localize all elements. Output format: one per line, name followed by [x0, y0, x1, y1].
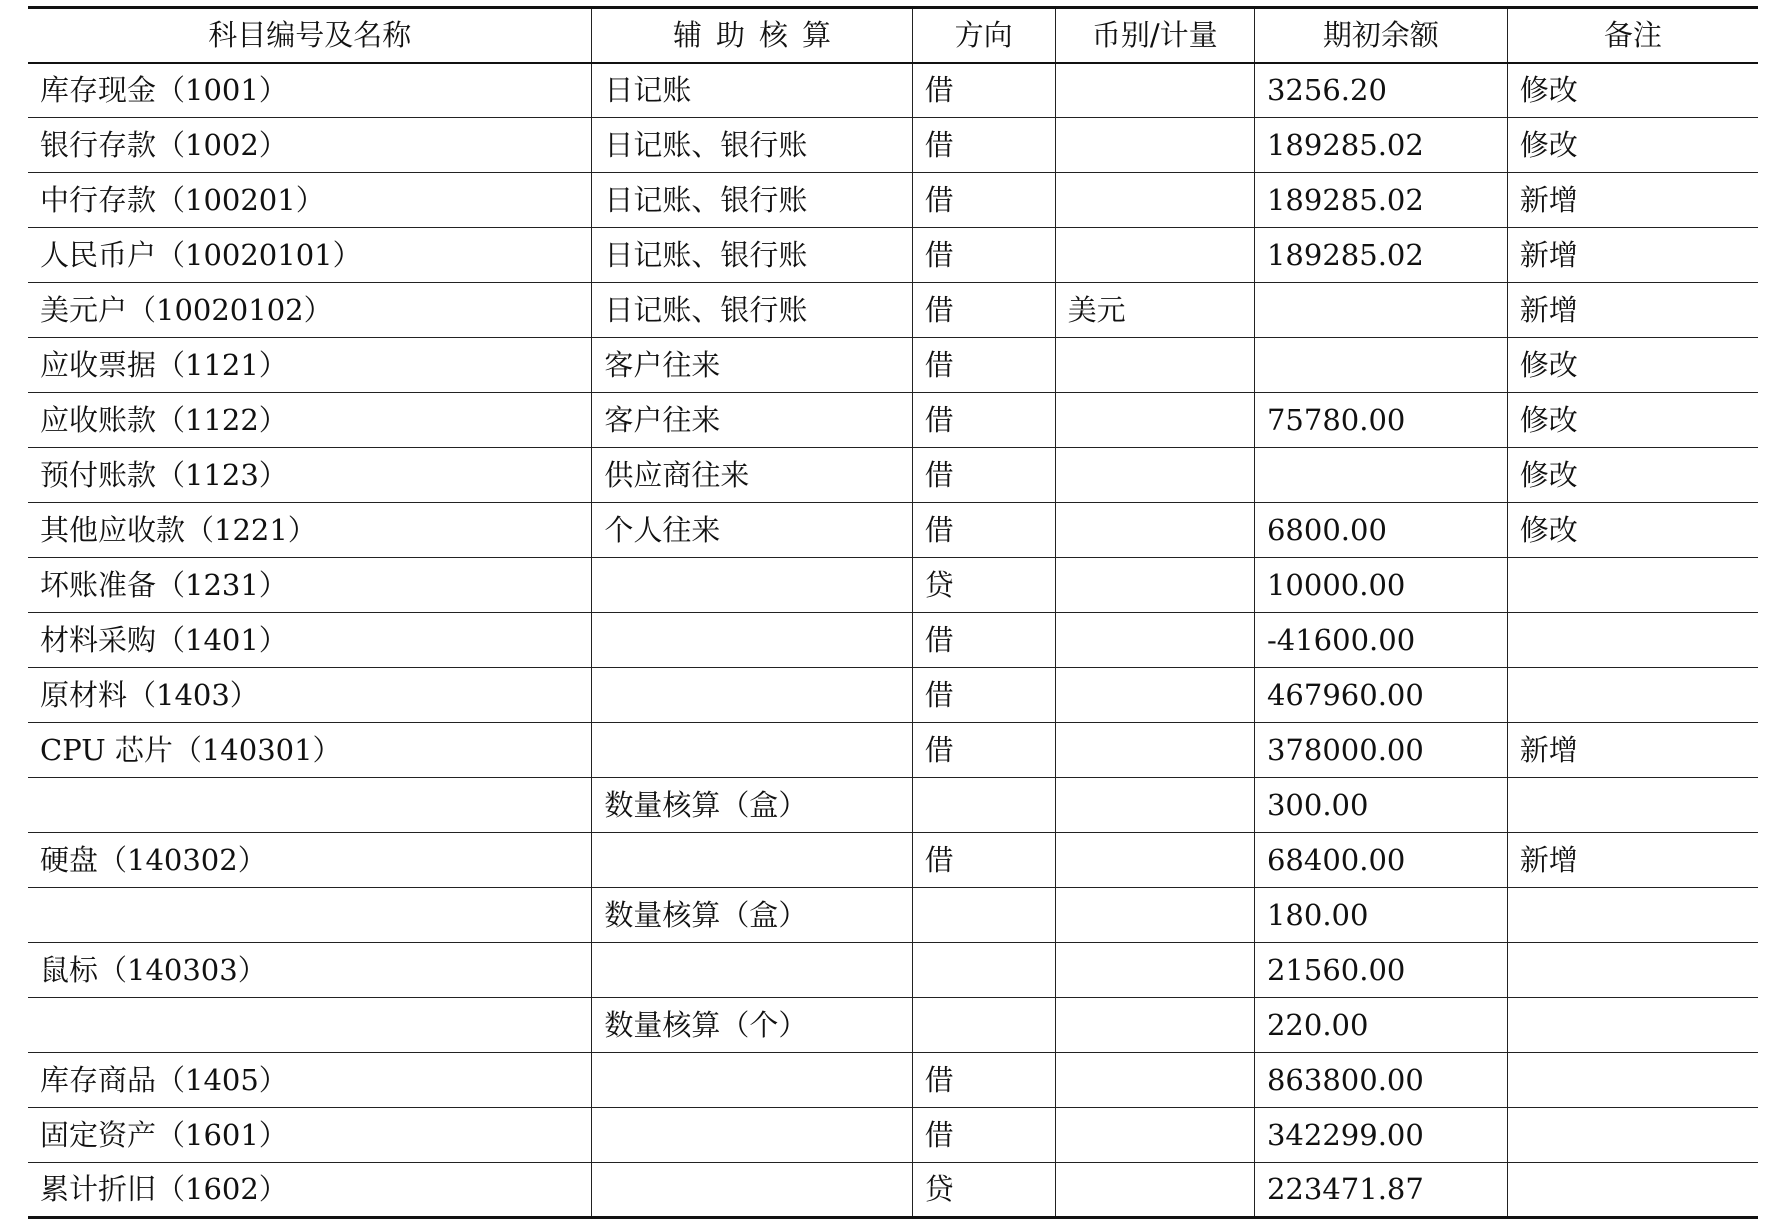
- cell-direction: 借: [912, 1108, 1055, 1163]
- table-row: [28, 943, 1758, 998]
- cell-auxiliary: 日记账、银行账: [592, 173, 912, 228]
- cell-account: 材料采购（1401）: [28, 613, 592, 668]
- cell-currency: [1055, 668, 1254, 723]
- cell-auxiliary: [592, 613, 912, 668]
- cell-direction: [912, 888, 1055, 943]
- cell-currency: [1055, 558, 1254, 613]
- cell-auxiliary: 日记账: [592, 63, 912, 118]
- cell-account: 美元户（10020102）: [28, 283, 592, 338]
- cell-account: 其他应收款（1221）: [28, 503, 592, 558]
- cell-direction: [912, 778, 1055, 833]
- cell-direction: 借: [912, 228, 1055, 283]
- cell-direction: 借: [912, 723, 1055, 778]
- cell-opening-balance: 10000.00: [1254, 558, 1507, 613]
- table-row: [28, 228, 1758, 283]
- cell-opening-balance: [1254, 448, 1507, 503]
- cell-account: 硬盘（140302）: [28, 833, 592, 888]
- account-balance-table: [28, 6, 1758, 1219]
- cell-remark: [1507, 998, 1758, 1053]
- table-row: [28, 448, 1758, 503]
- cell-auxiliary: [592, 943, 912, 998]
- cell-currency: [1055, 833, 1254, 888]
- table-row: [28, 778, 1758, 833]
- cell-opening-balance: 75780.00: [1254, 393, 1507, 448]
- cell-remark: 新增: [1507, 723, 1758, 778]
- cell-direction: 借: [912, 833, 1055, 888]
- cell-account: 应收账款（1122）: [28, 393, 592, 448]
- cell-auxiliary: [592, 668, 912, 723]
- cell-remark: 新增: [1507, 173, 1758, 228]
- cell-direction: [912, 943, 1055, 998]
- cell-account: [28, 888, 592, 943]
- cell-auxiliary: 个人往来: [592, 503, 912, 558]
- cell-remark: [1507, 943, 1758, 998]
- cell-auxiliary: [592, 1108, 912, 1163]
- table-row: [28, 118, 1758, 173]
- cell-opening-balance: 378000.00: [1254, 723, 1507, 778]
- cell-remark: [1507, 558, 1758, 613]
- table-row: [28, 998, 1758, 1053]
- cell-auxiliary: 数量核算（个）: [592, 998, 912, 1053]
- table-row: [28, 173, 1758, 228]
- cell-account: 累计折旧（1602）: [28, 1163, 592, 1218]
- table-row: [28, 613, 1758, 668]
- cell-account: [28, 998, 592, 1053]
- cell-currency: [1055, 338, 1254, 393]
- cell-account: 人民币户（10020101）: [28, 228, 592, 283]
- cell-auxiliary: 日记账、银行账: [592, 118, 912, 173]
- cell-account: 应收票据（1121）: [28, 338, 592, 393]
- table-row: [28, 503, 1758, 558]
- cell-opening-balance: 180.00: [1254, 888, 1507, 943]
- cell-direction: 借: [912, 63, 1055, 118]
- cell-direction: 借: [912, 1053, 1055, 1108]
- header-remark: 备注: [1507, 8, 1758, 63]
- cell-opening-balance: 21560.00: [1254, 943, 1507, 998]
- cell-opening-balance: 189285.02: [1254, 228, 1507, 283]
- cell-account: 中行存款（100201）: [28, 173, 592, 228]
- cell-remark: 新增: [1507, 833, 1758, 888]
- cell-remark: 修改: [1507, 503, 1758, 558]
- header-account: 科目编号及名称: [28, 8, 592, 63]
- cell-account: 库存现金（1001）: [28, 63, 592, 118]
- cell-direction: 借: [912, 613, 1055, 668]
- cell-remark: [1507, 1053, 1758, 1108]
- cell-opening-balance: 342299.00: [1254, 1108, 1507, 1163]
- cell-auxiliary: [592, 723, 912, 778]
- cell-opening-balance: 223471.87: [1254, 1163, 1507, 1218]
- cell-currency: [1055, 228, 1254, 283]
- cell-currency: [1055, 1108, 1254, 1163]
- cell-auxiliary: 数量核算（盒）: [592, 778, 912, 833]
- cell-remark: [1507, 1163, 1758, 1218]
- cell-remark: [1507, 778, 1758, 833]
- cell-opening-balance: 6800.00: [1254, 503, 1507, 558]
- table-body: [28, 63, 1758, 1218]
- cell-auxiliary: [592, 1053, 912, 1108]
- cell-remark: [1507, 888, 1758, 943]
- table-header: [28, 8, 1758, 63]
- cell-remark: 修改: [1507, 338, 1758, 393]
- cell-direction: [912, 998, 1055, 1053]
- cell-direction: 借: [912, 393, 1055, 448]
- cell-currency: [1055, 1053, 1254, 1108]
- cell-direction: 贷: [912, 558, 1055, 613]
- cell-account: 坏账准备（1231）: [28, 558, 592, 613]
- cell-opening-balance: [1254, 283, 1507, 338]
- cell-account: CPU 芯片（140301）: [28, 723, 592, 778]
- table-row: [28, 1163, 1758, 1218]
- cell-account: 库存商品（1405）: [28, 1053, 592, 1108]
- cell-currency: [1055, 448, 1254, 503]
- cell-currency: [1055, 393, 1254, 448]
- cell-opening-balance: 300.00: [1254, 778, 1507, 833]
- cell-opening-balance: 863800.00: [1254, 1053, 1507, 1108]
- cell-currency: [1055, 723, 1254, 778]
- table-row: [28, 338, 1758, 393]
- cell-account: 银行存款（1002）: [28, 118, 592, 173]
- cell-account: [28, 778, 592, 833]
- cell-remark: [1507, 668, 1758, 723]
- table-row: [28, 723, 1758, 778]
- table-row: [28, 1053, 1758, 1108]
- header-opening-balance: 期初余额: [1254, 8, 1507, 63]
- cell-auxiliary: 客户往来: [592, 393, 912, 448]
- cell-currency: [1055, 998, 1254, 1053]
- cell-auxiliary: 数量核算（盒）: [592, 888, 912, 943]
- cell-currency: [1055, 63, 1254, 118]
- cell-currency: [1055, 943, 1254, 998]
- cell-auxiliary: 客户往来: [592, 338, 912, 393]
- cell-remark: [1507, 1108, 1758, 1163]
- cell-auxiliary: 日记账、银行账: [592, 228, 912, 283]
- cell-direction: 借: [912, 118, 1055, 173]
- header-direction: 方向: [912, 8, 1055, 63]
- cell-remark: 修改: [1507, 63, 1758, 118]
- cell-auxiliary: 日记账、银行账: [592, 283, 912, 338]
- cell-currency: [1055, 1163, 1254, 1218]
- cell-remark: 修改: [1507, 393, 1758, 448]
- cell-opening-balance: 189285.02: [1254, 118, 1507, 173]
- cell-account: 预付账款（1123）: [28, 448, 592, 503]
- cell-currency: [1055, 778, 1254, 833]
- cell-account: 原材料（1403）: [28, 668, 592, 723]
- cell-auxiliary: [592, 833, 912, 888]
- table-row: [28, 1108, 1758, 1163]
- cell-currency: [1055, 613, 1254, 668]
- cell-remark: [1507, 613, 1758, 668]
- table-row: [28, 63, 1758, 118]
- cell-opening-balance: 189285.02: [1254, 173, 1507, 228]
- cell-opening-balance: 220.00: [1254, 998, 1507, 1053]
- cell-direction: 借: [912, 503, 1055, 558]
- table-row: [28, 393, 1758, 448]
- header-currency: 币别/计量: [1055, 8, 1254, 63]
- cell-direction: 借: [912, 448, 1055, 503]
- table-row: [28, 668, 1758, 723]
- cell-direction: 贷: [912, 1163, 1055, 1218]
- table-row: [28, 833, 1758, 888]
- table-row: [28, 283, 1758, 338]
- cell-currency: [1055, 888, 1254, 943]
- cell-currency: [1055, 503, 1254, 558]
- cell-opening-balance: 68400.00: [1254, 833, 1507, 888]
- cell-remark: 修改: [1507, 118, 1758, 173]
- cell-auxiliary: [592, 1163, 912, 1218]
- cell-opening-balance: -41600.00: [1254, 613, 1507, 668]
- cell-currency: [1055, 118, 1254, 173]
- header-row: [28, 8, 1758, 63]
- cell-account: 固定资产（1601）: [28, 1108, 592, 1163]
- table-row: [28, 888, 1758, 943]
- cell-direction: 借: [912, 338, 1055, 393]
- header-auxiliary: 辅助核算: [592, 8, 912, 63]
- cell-opening-balance: 467960.00: [1254, 668, 1507, 723]
- cell-direction: 借: [912, 173, 1055, 228]
- cell-opening-balance: 3256.20: [1254, 63, 1507, 118]
- cell-remark: 修改: [1507, 448, 1758, 503]
- cell-opening-balance: [1254, 338, 1507, 393]
- table-row: [28, 558, 1758, 613]
- cell-account: 鼠标（140303）: [28, 943, 592, 998]
- cell-currency: 美元: [1055, 283, 1254, 338]
- cell-auxiliary: [592, 558, 912, 613]
- cell-remark: 新增: [1507, 283, 1758, 338]
- cell-currency: [1055, 173, 1254, 228]
- cell-direction: 借: [912, 283, 1055, 338]
- cell-auxiliary: 供应商往来: [592, 448, 912, 503]
- cell-remark: 新增: [1507, 228, 1758, 283]
- cell-direction: 借: [912, 668, 1055, 723]
